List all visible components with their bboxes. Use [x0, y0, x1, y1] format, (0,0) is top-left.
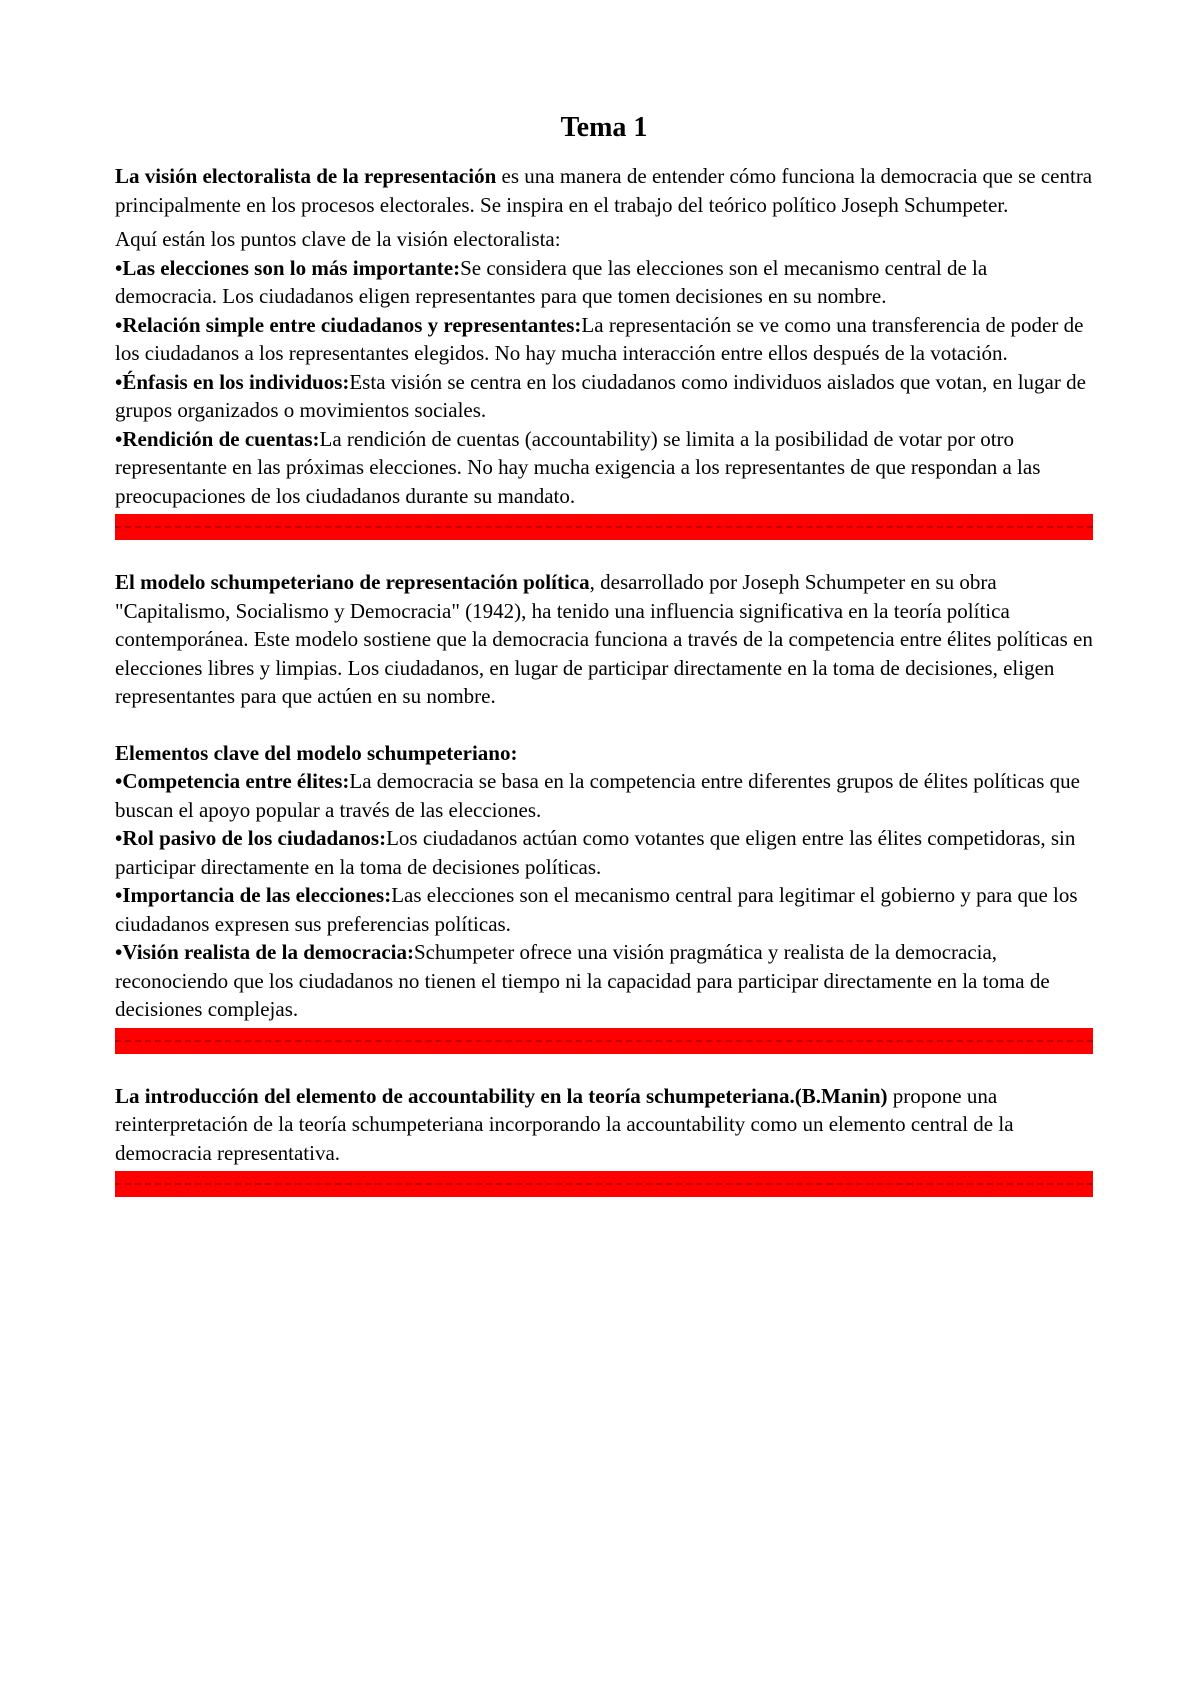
section2-list-heading: [115, 739, 1093, 768]
document-page: [115, 108, 1093, 1197]
section1-item: [115, 311, 1093, 368]
section2-item-bold: •Rol pasivo de los ciudadanos:: [115, 826, 387, 850]
separator-bar: [115, 1028, 1093, 1054]
section2-intro-text: , desarrollado por Joseph Schumpeter en su obra "Capitalismo, Socialismo y Democracia" (1942), ha tenido una influencia significativa en la teoría política contemporánea. Este modelo sostiene que la democracia funciona a través de la competencia entre élites políticas en elecciones libres y limpias. Los ciudadanos, en lugar de participar directamente en la toma de decisiones, eligen representantes para que actúen en su nombre.: [115, 570, 1093, 708]
section1-item: [115, 254, 1093, 311]
section1-intro: [115, 162, 1093, 219]
section1-list-intro: Aquí están los puntos clave de la visión electoralista:: [115, 227, 561, 251]
section2-item: [115, 824, 1093, 881]
separator-bar: [115, 514, 1093, 540]
section2-item-text: Schumpeter ofrece una visión pragmática y realista de la democracia, reconociendo que los ciudadanos no tienen el tiempo ni la capacidad para participar directamente en la toma de decisiones complejas.: [115, 940, 1050, 1021]
section2-item-text: Las elecciones son el mecanismo central para legitimar el gobierno y para que los ciudadanos expresen sus preferencias políticas.: [115, 883, 1078, 936]
separator-bar: [115, 1171, 1093, 1197]
section2-item: [115, 881, 1093, 938]
section2-item: [115, 938, 1093, 1024]
section1-item-text: Esta visión se centra en los ciudadanos como individuos aislados que votan, en lugar de grupos organizados o movimientos sociales.: [115, 369, 1086, 422]
section2-item-text: Los ciudadanos actúan como votantes que eligen entre las élites competidoras, sin participar directamente en la toma de decisiones políticas.: [115, 826, 1076, 879]
section2-item-bold: •Visión realista de la democracia:: [115, 940, 414, 964]
section1-item-text: La rendición de cuentas (accountability) se limita a la posibilidad de votar por otro representante en las próximas elecciones. No hay mucha exigencia a los representantes de que respondan a las preocupaciones de los ciudadanos durante su mandato.: [115, 426, 1041, 508]
section3-intro-bold: La introducción del elemento de accountability en la teoría schumpeteriana.(B.Manin): [115, 1083, 888, 1108]
section2-intro-bold: El modelo schumpeteriano de representación política: [115, 570, 590, 594]
section2-intro: [115, 568, 1093, 711]
section1-item-text: La representación se ve como una transferencia de poder de los ciudadanos a los representantes elegidos. No hay mucha interacción entre ellos después de la votación.: [115, 312, 1084, 365]
section1-item-bold: •Relación simple entre ciudadanos y representantes:: [115, 312, 582, 337]
section1-item-bold: •Énfasis en los individuos:: [115, 369, 350, 394]
section1-item-bold: •Rendición de cuentas:: [115, 426, 320, 451]
section2-item-bold: •Competencia entre élites:: [115, 769, 350, 793]
section2-item-bold: •Importancia de las elecciones:: [115, 883, 392, 907]
section2-list-heading-text: Elementos clave del modelo schumpeteriano:: [115, 740, 518, 765]
section1-item-text: Se considera que las elecciones son el mecanismo central de la democracia. Los ciudadanos eligen representantes para que tomen decisiones en su nombre.: [115, 255, 988, 308]
section3-intro-text: propone una reinterpretación de la teoría schumpeteriana incorporando la accountability como un elemento central de la democracia representativa.: [115, 1083, 1014, 1165]
section1-item: [115, 425, 1093, 511]
section1-intro-text: es una manera de entender cómo funciona la democracia que se centra principalmente en los procesos electorales. Se inspira en el trabajo del teórico político Joseph Schumpeter.: [115, 164, 1093, 217]
section1-item-bold: •Las elecciones son lo más importante:: [115, 255, 461, 280]
section1-intro-bold: La visión electoralista de la representación: [115, 164, 497, 188]
section2-item: [115, 767, 1093, 824]
section2-item-text: La democracia se basa en la competencia entre diferentes grupos de élites políticas que buscan el apoyo popular a través de las elecciones.: [115, 769, 1080, 822]
section1-item: [115, 368, 1093, 425]
document-title: Tema 1: [560, 112, 648, 143]
section3-intro: [115, 1082, 1093, 1168]
